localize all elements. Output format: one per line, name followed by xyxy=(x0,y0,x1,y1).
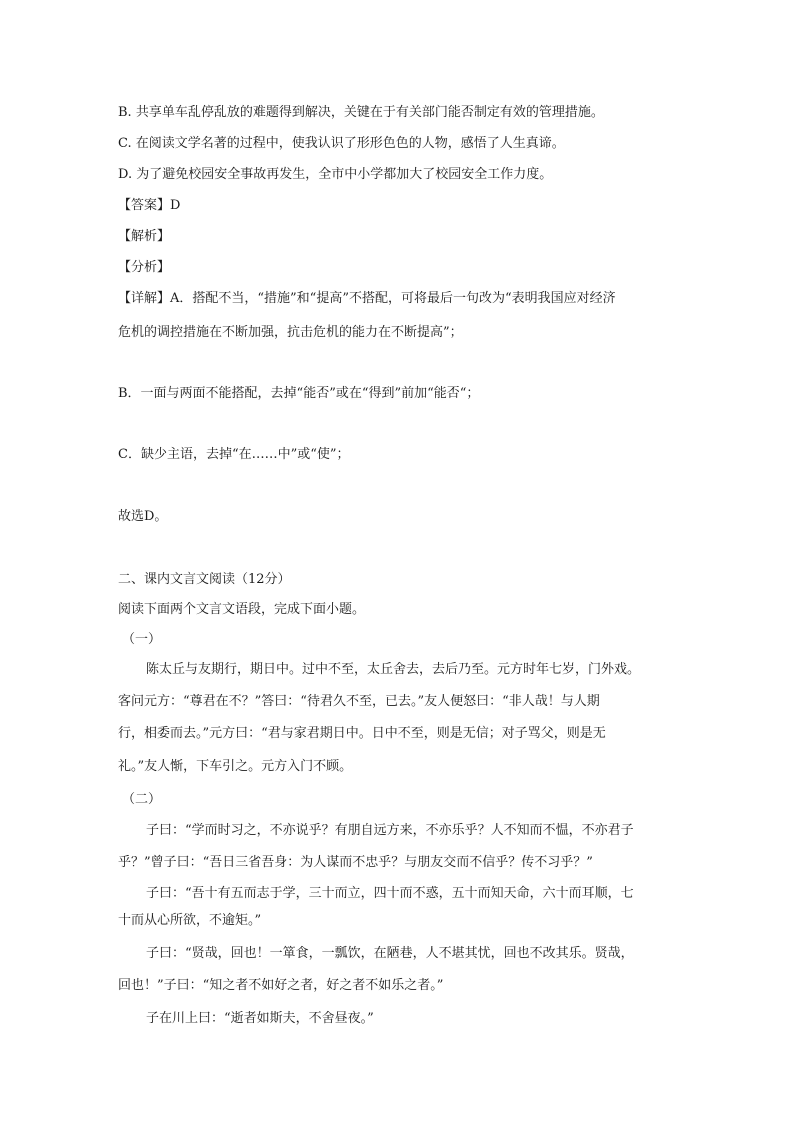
detail-line-2: 危机的调控措施在不断加强，抗击危机的能力在不断提高”； xyxy=(118,325,463,340)
part1-line: 行，相委而去。”元方曰：“君与家君期日中。日中不至，则是无信；对子骂父，则是无 xyxy=(118,726,606,741)
part2-label: （二） xyxy=(122,792,162,807)
option-d: D. 为了避免校园安全事故再发生，全市中小学都加大了校园安全工作力度。 xyxy=(118,167,553,182)
fenxi-label: 【分析】 xyxy=(118,260,171,275)
detail-b: B．一面与两面不能搭配，去掉“能否”或在“得到”前加“能否“； xyxy=(118,386,480,401)
part1-line: 礼。”友人惭，下车引之。元方入门不顾。 xyxy=(118,759,353,774)
part1-line: 陈太丘与友期行，期日中。过中不至，太丘舍去，去后乃至。元方时年七岁，门外戏。 xyxy=(146,662,641,677)
part2-line: 子曰：“学而时习之，不亦说乎？有朋自远方来，不亦乐乎？人不知而不愠，不亦君子 xyxy=(146,823,634,838)
jiexi-label: 【解析】 xyxy=(118,229,171,244)
detail-c: C．缺少主语，去掉“在……中”或“使”； xyxy=(118,447,350,462)
part2-line: 子曰：“贤哉，回也！一箪食，一瓢饮，在陋巷，人不堪其忧，回也不改其乐。贤哉， xyxy=(146,946,634,961)
part2-line: 十而从心所欲，不逾矩。” xyxy=(118,913,262,928)
part1-line: 客问元方：“尊君在不？”答曰：“待君久不至，已去。”友人便怒曰：“非人哉！与人期 xyxy=(118,694,600,709)
part2-line: 乎？”曾子曰：“吾日三省吾身：为人谋而不忠乎？与朋友交而不信乎？传不习乎？” xyxy=(118,855,593,870)
detail-line-1: 【详解】A．搭配不当，“措施”和“提高”不搭配，可将最后一句改为“表明我国应对经济 xyxy=(118,291,616,306)
section-title: 二、课内文言文阅读（12分） xyxy=(118,572,291,587)
option-c: C. 在阅读文学名著的过程中，使我认识了形形色色的人物，感悟了人生真谛。 xyxy=(118,136,565,151)
answer-label: 【答案】D xyxy=(118,198,181,213)
option-b: B. 共享单车乱停乱放的难题得到解决，关键在于有关部门能否制定有效的管理措施。 xyxy=(118,105,604,120)
part2-line: 回也！”子曰：“知之者不如好之者，好之者不如乐之者。” xyxy=(118,978,444,993)
part1-label: （一） xyxy=(122,632,162,647)
detail-conclusion: 故选D。 xyxy=(118,509,168,524)
section-instruction: 阅读下面两个文言文语段，完成下面小题。 xyxy=(118,602,366,617)
part2-line: 子在川上曰：“逝者如斯夫，不舍昼夜。” xyxy=(146,1011,374,1026)
part2-line: 子曰：“吾十有五而志于学，三十而立，四十而不惑，五十而知天命，六十而耳顺，七 xyxy=(146,886,634,901)
